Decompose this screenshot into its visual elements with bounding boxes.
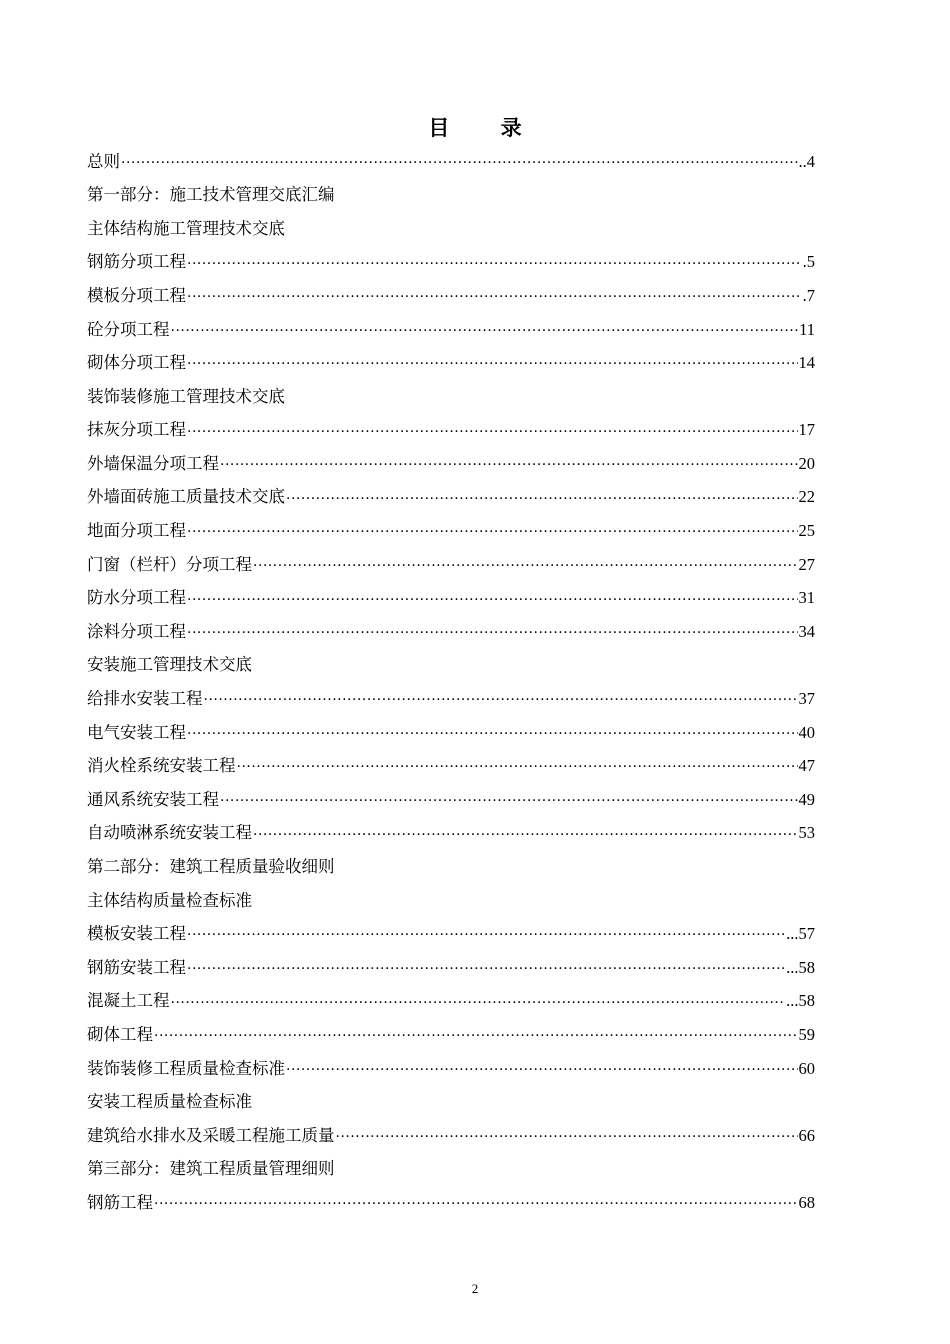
toc-section-heading bbox=[87, 850, 815, 884]
toc-entry-page: 22 bbox=[798, 487, 815, 507]
table-of-contents bbox=[87, 145, 815, 1220]
toc-entry-page: 34 bbox=[798, 621, 815, 641]
toc-entry-page: .5 bbox=[802, 252, 815, 272]
dot-leader bbox=[187, 425, 798, 439]
toc-entry-page: 68 bbox=[798, 1192, 815, 1212]
toc-entry-page: 11 bbox=[799, 319, 815, 339]
dot-leader bbox=[187, 962, 785, 976]
toc-entry-label: 自动喷淋系统安装工程 bbox=[87, 823, 252, 843]
dot-leader bbox=[253, 828, 798, 842]
toc-entry[interactable] bbox=[87, 716, 815, 750]
toc-entry[interactable] bbox=[87, 683, 815, 717]
dot-leader bbox=[187, 626, 798, 640]
toc-entry[interactable] bbox=[87, 515, 815, 549]
dot-leader bbox=[171, 996, 786, 1010]
toc-entry[interactable] bbox=[87, 279, 815, 313]
toc-section-heading bbox=[87, 380, 815, 414]
dot-leader bbox=[237, 760, 798, 774]
toc-entry-label: 混凝土工程 bbox=[87, 991, 170, 1011]
toc-entry-label: 消火栓系统安装工程 bbox=[87, 756, 236, 776]
dot-leader bbox=[171, 324, 799, 338]
dot-leader bbox=[220, 794, 798, 808]
toc-entry-label: 装饰装修施工管理技术交底 bbox=[87, 386, 285, 406]
toc-entry-page: 20 bbox=[798, 453, 815, 473]
toc-entry[interactable] bbox=[87, 918, 815, 952]
dot-leader bbox=[187, 290, 802, 304]
toc-entry-page: 37 bbox=[798, 689, 815, 709]
toc-entry[interactable] bbox=[87, 985, 815, 1019]
toc-entry-page: 40 bbox=[798, 722, 815, 742]
toc-entry-label: 模板分项工程 bbox=[87, 285, 186, 305]
toc-entry-label: 第一部分：施工技术管理交底汇编 bbox=[87, 185, 335, 205]
dot-leader bbox=[154, 1197, 798, 1211]
toc-entry-label: 砼分项工程 bbox=[87, 319, 170, 339]
toc-entry-label: 砌体工程 bbox=[87, 1024, 153, 1044]
toc-entry-label: 地面分项工程 bbox=[87, 521, 186, 541]
toc-entry[interactable] bbox=[87, 615, 815, 649]
toc-entry-page: 59 bbox=[798, 1024, 815, 1044]
toc-entry-label: 模板安装工程 bbox=[87, 924, 186, 944]
toc-entry-page: 47 bbox=[798, 756, 815, 776]
toc-entry[interactable] bbox=[87, 817, 815, 851]
toc-section-heading bbox=[87, 1153, 815, 1187]
toc-entry-page: ...57 bbox=[786, 924, 815, 944]
toc-entry-label: 钢筋安装工程 bbox=[87, 957, 186, 977]
toc-entry[interactable] bbox=[87, 313, 815, 347]
dot-leader bbox=[154, 1029, 798, 1043]
toc-entry-label: 外墙保温分项工程 bbox=[87, 453, 219, 473]
toc-entry-label: 钢筋工程 bbox=[87, 1192, 153, 1212]
dot-leader bbox=[187, 593, 798, 607]
toc-entry[interactable] bbox=[87, 246, 815, 280]
toc-entry-page: .7 bbox=[802, 285, 815, 305]
page-number: 2 bbox=[471, 1281, 479, 1296]
toc-entry-page: 14 bbox=[798, 353, 815, 373]
toc-entry[interactable] bbox=[87, 783, 815, 817]
toc-entry[interactable] bbox=[87, 1186, 815, 1220]
toc-entry-label: 门窗（栏杆）分项工程 bbox=[87, 554, 252, 574]
dot-leader bbox=[187, 357, 798, 371]
toc-entry-page: 27 bbox=[798, 554, 815, 574]
toc-entry-label: 主体结构施工管理技术交底 bbox=[87, 218, 285, 238]
dot-leader bbox=[286, 1063, 798, 1077]
toc-entry-label: 通风系统安装工程 bbox=[87, 789, 219, 809]
toc-entry-label: 第二部分：建筑工程质量验收细则 bbox=[87, 857, 335, 877]
toc-entry-page: 53 bbox=[798, 823, 815, 843]
toc-entry-page: 60 bbox=[798, 1058, 815, 1078]
toc-entry-label: 第三部分：建筑工程质量管理细则 bbox=[87, 1159, 335, 1179]
toc-entry[interactable] bbox=[87, 347, 815, 381]
toc-entry-label: 涂料分项工程 bbox=[87, 621, 186, 641]
toc-section-heading bbox=[87, 179, 815, 213]
toc-entry-page: 49 bbox=[798, 789, 815, 809]
toc-entry[interactable] bbox=[87, 1018, 815, 1052]
toc-entry-label: 电气安装工程 bbox=[87, 722, 186, 742]
toc-entry[interactable] bbox=[87, 145, 815, 179]
toc-entry-label: 抹灰分项工程 bbox=[87, 420, 186, 440]
toc-entry[interactable] bbox=[87, 951, 815, 985]
dot-leader bbox=[336, 1130, 798, 1144]
toc-title: 目 录 bbox=[428, 116, 544, 140]
toc-entry[interactable] bbox=[87, 447, 815, 481]
toc-section-heading bbox=[87, 212, 815, 246]
dot-leader bbox=[204, 693, 798, 707]
toc-entry[interactable] bbox=[87, 548, 815, 582]
toc-section-heading bbox=[87, 884, 815, 918]
toc-entry[interactable] bbox=[87, 481, 815, 515]
toc-entry-page: ..4 bbox=[798, 151, 815, 171]
toc-entry-label: 外墙面砖施工质量技术交底 bbox=[87, 487, 285, 507]
dot-leader bbox=[253, 559, 798, 573]
toc-entry-label: 砌体分项工程 bbox=[87, 353, 186, 373]
toc-entry-page: ...58 bbox=[786, 957, 815, 977]
toc-entry-label: 钢筋分项工程 bbox=[87, 252, 186, 272]
toc-entry[interactable] bbox=[87, 750, 815, 784]
toc-entry-label: 给排水安装工程 bbox=[87, 689, 203, 709]
toc-section-heading bbox=[87, 649, 815, 683]
toc-entry-label: 装饰装修工程质量检查标准 bbox=[87, 1058, 285, 1078]
toc-entry-page: 66 bbox=[798, 1125, 815, 1145]
toc-section-heading bbox=[87, 1086, 815, 1120]
dot-leader bbox=[121, 156, 798, 170]
toc-entry-label: 总则 bbox=[87, 151, 120, 171]
toc-entry-label: 安装工程质量检查标准 bbox=[87, 1092, 252, 1112]
toc-entry[interactable] bbox=[87, 414, 815, 448]
dot-leader bbox=[187, 257, 802, 271]
dot-leader bbox=[187, 525, 798, 539]
dot-leader bbox=[187, 727, 798, 741]
dot-leader bbox=[187, 928, 785, 942]
dot-leader bbox=[220, 458, 798, 472]
toc-entry-page: 25 bbox=[798, 521, 815, 541]
toc-entry-label: 主体结构质量检查标准 bbox=[87, 890, 252, 910]
toc-entry[interactable] bbox=[87, 1119, 815, 1153]
toc-entry-page: 31 bbox=[798, 588, 815, 608]
toc-entry-label: 建筑给水排水及采暖工程施工质量 bbox=[87, 1125, 335, 1145]
toc-entry[interactable] bbox=[87, 1052, 815, 1086]
toc-entry[interactable] bbox=[87, 582, 815, 616]
toc-entry-label: 防水分项工程 bbox=[87, 588, 186, 608]
toc-entry-page: 17 bbox=[798, 420, 815, 440]
dot-leader bbox=[286, 492, 798, 506]
toc-entry-page: ...58 bbox=[786, 991, 815, 1011]
toc-entry-label: 安装施工管理技术交底 bbox=[87, 655, 252, 675]
